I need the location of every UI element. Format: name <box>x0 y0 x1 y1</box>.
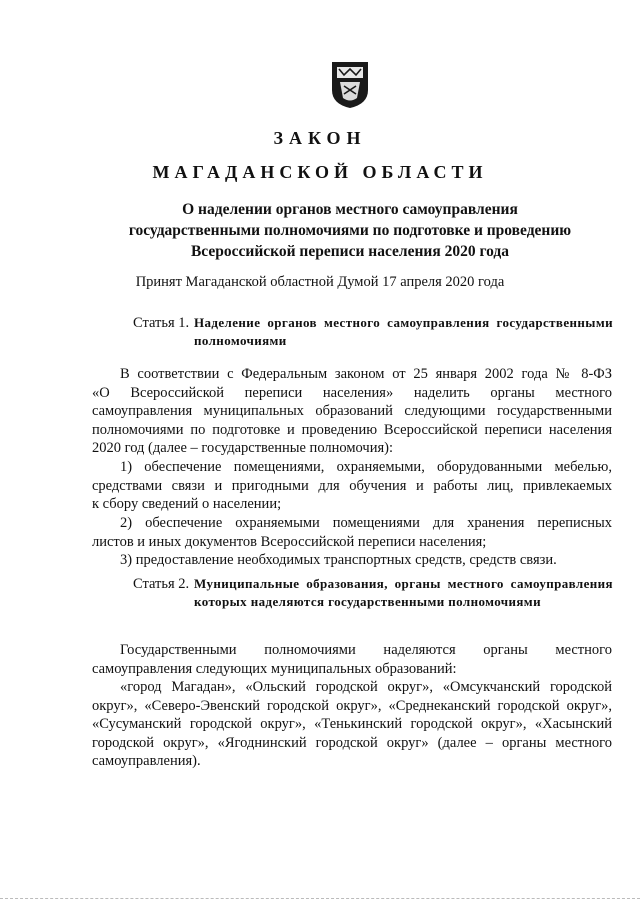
text-line: 2020 год (далее – государственные полномочия): <box>92 440 393 457</box>
text-line: самоуправления муниципальных образований следующими государственными <box>92 403 612 420</box>
article-title: Наделение органов местного самоуправления государственными полномочиями <box>194 315 613 348</box>
article-label: Статья 1. <box>133 315 190 331</box>
adoption-line: Принят Магаданской областной Думой 17 апреля 2020 года <box>135 274 505 290</box>
law-subject <box>60 199 640 262</box>
coat-of-arms-emblem <box>330 60 370 110</box>
article-1-item-3 <box>92 551 612 570</box>
text-line: самоуправления). <box>92 753 201 770</box>
text-line: самоуправления следующих муниципальных образований: <box>92 660 457 677</box>
text-line: «город Магадан», «Ольский городской округ», «Омсукчанский городской <box>120 679 612 695</box>
text-line: средствами связи и пригодными для обучения и работы лиц, привлекаемых <box>92 477 612 494</box>
article-2-heading <box>133 575 613 611</box>
article-1-item-1 <box>92 458 612 514</box>
text-line: 1) обеспечение помещениями, охраняемыми, оборудованными мебелью, <box>120 459 612 475</box>
article-2-municipalities <box>92 678 612 771</box>
article-1-intro <box>92 365 612 458</box>
law-title: ЗАКОН <box>273 128 367 148</box>
article-label: Статья 2. <box>133 576 190 592</box>
region-title: МАГАДАНСКОЙ ОБЛАСТИ <box>152 162 488 182</box>
article-1-item-2 <box>92 514 612 551</box>
subject-line: Всероссийской переписи населения 2020 года <box>190 243 510 260</box>
article-2-intro <box>92 641 612 678</box>
text-line: городской округ», «Ягоднинский городской округ» (далее – органы местного <box>92 734 612 751</box>
text-line: 3) предоставление необходимых транспортных средств, средств связи. <box>120 552 557 568</box>
text-line: Государственными полномочиями наделяются органы местного <box>120 642 612 658</box>
text-line: 2) обеспечение охраняемыми помещениями для хранения переписных <box>120 515 612 531</box>
article-1-heading <box>133 314 613 350</box>
subject-line: государственными полномочиями по подготовке и проведению <box>128 222 572 239</box>
scan-edge-line <box>0 898 640 900</box>
text-line: «Сусуманский городской округ», «Тенькинский городской округ», «Хасынский <box>92 716 612 733</box>
text-line: полномочиями по подготовке и проведению Всероссийской переписи населения <box>92 421 612 438</box>
text-line: В соответствии с Федеральным законом от 25 января 2002 года № 8-ФЗ <box>120 366 612 382</box>
text-line: округ», «Северо-Эвенский городской округ», «Среднеканский городской округ», <box>92 697 612 714</box>
text-line: к сбору сведений о населении; <box>92 496 282 513</box>
text-line: «О Всероссийской переписи населения» наделить органы местного <box>92 384 612 401</box>
article-title: Муниципальные образования, органы местного самоуправления которых наделяются государственными полномочиями <box>194 576 613 609</box>
text-line: листов и иных документов Всероссийской переписи населения; <box>92 533 487 550</box>
subject-line: О наделении органов местного самоуправления <box>182 201 518 218</box>
